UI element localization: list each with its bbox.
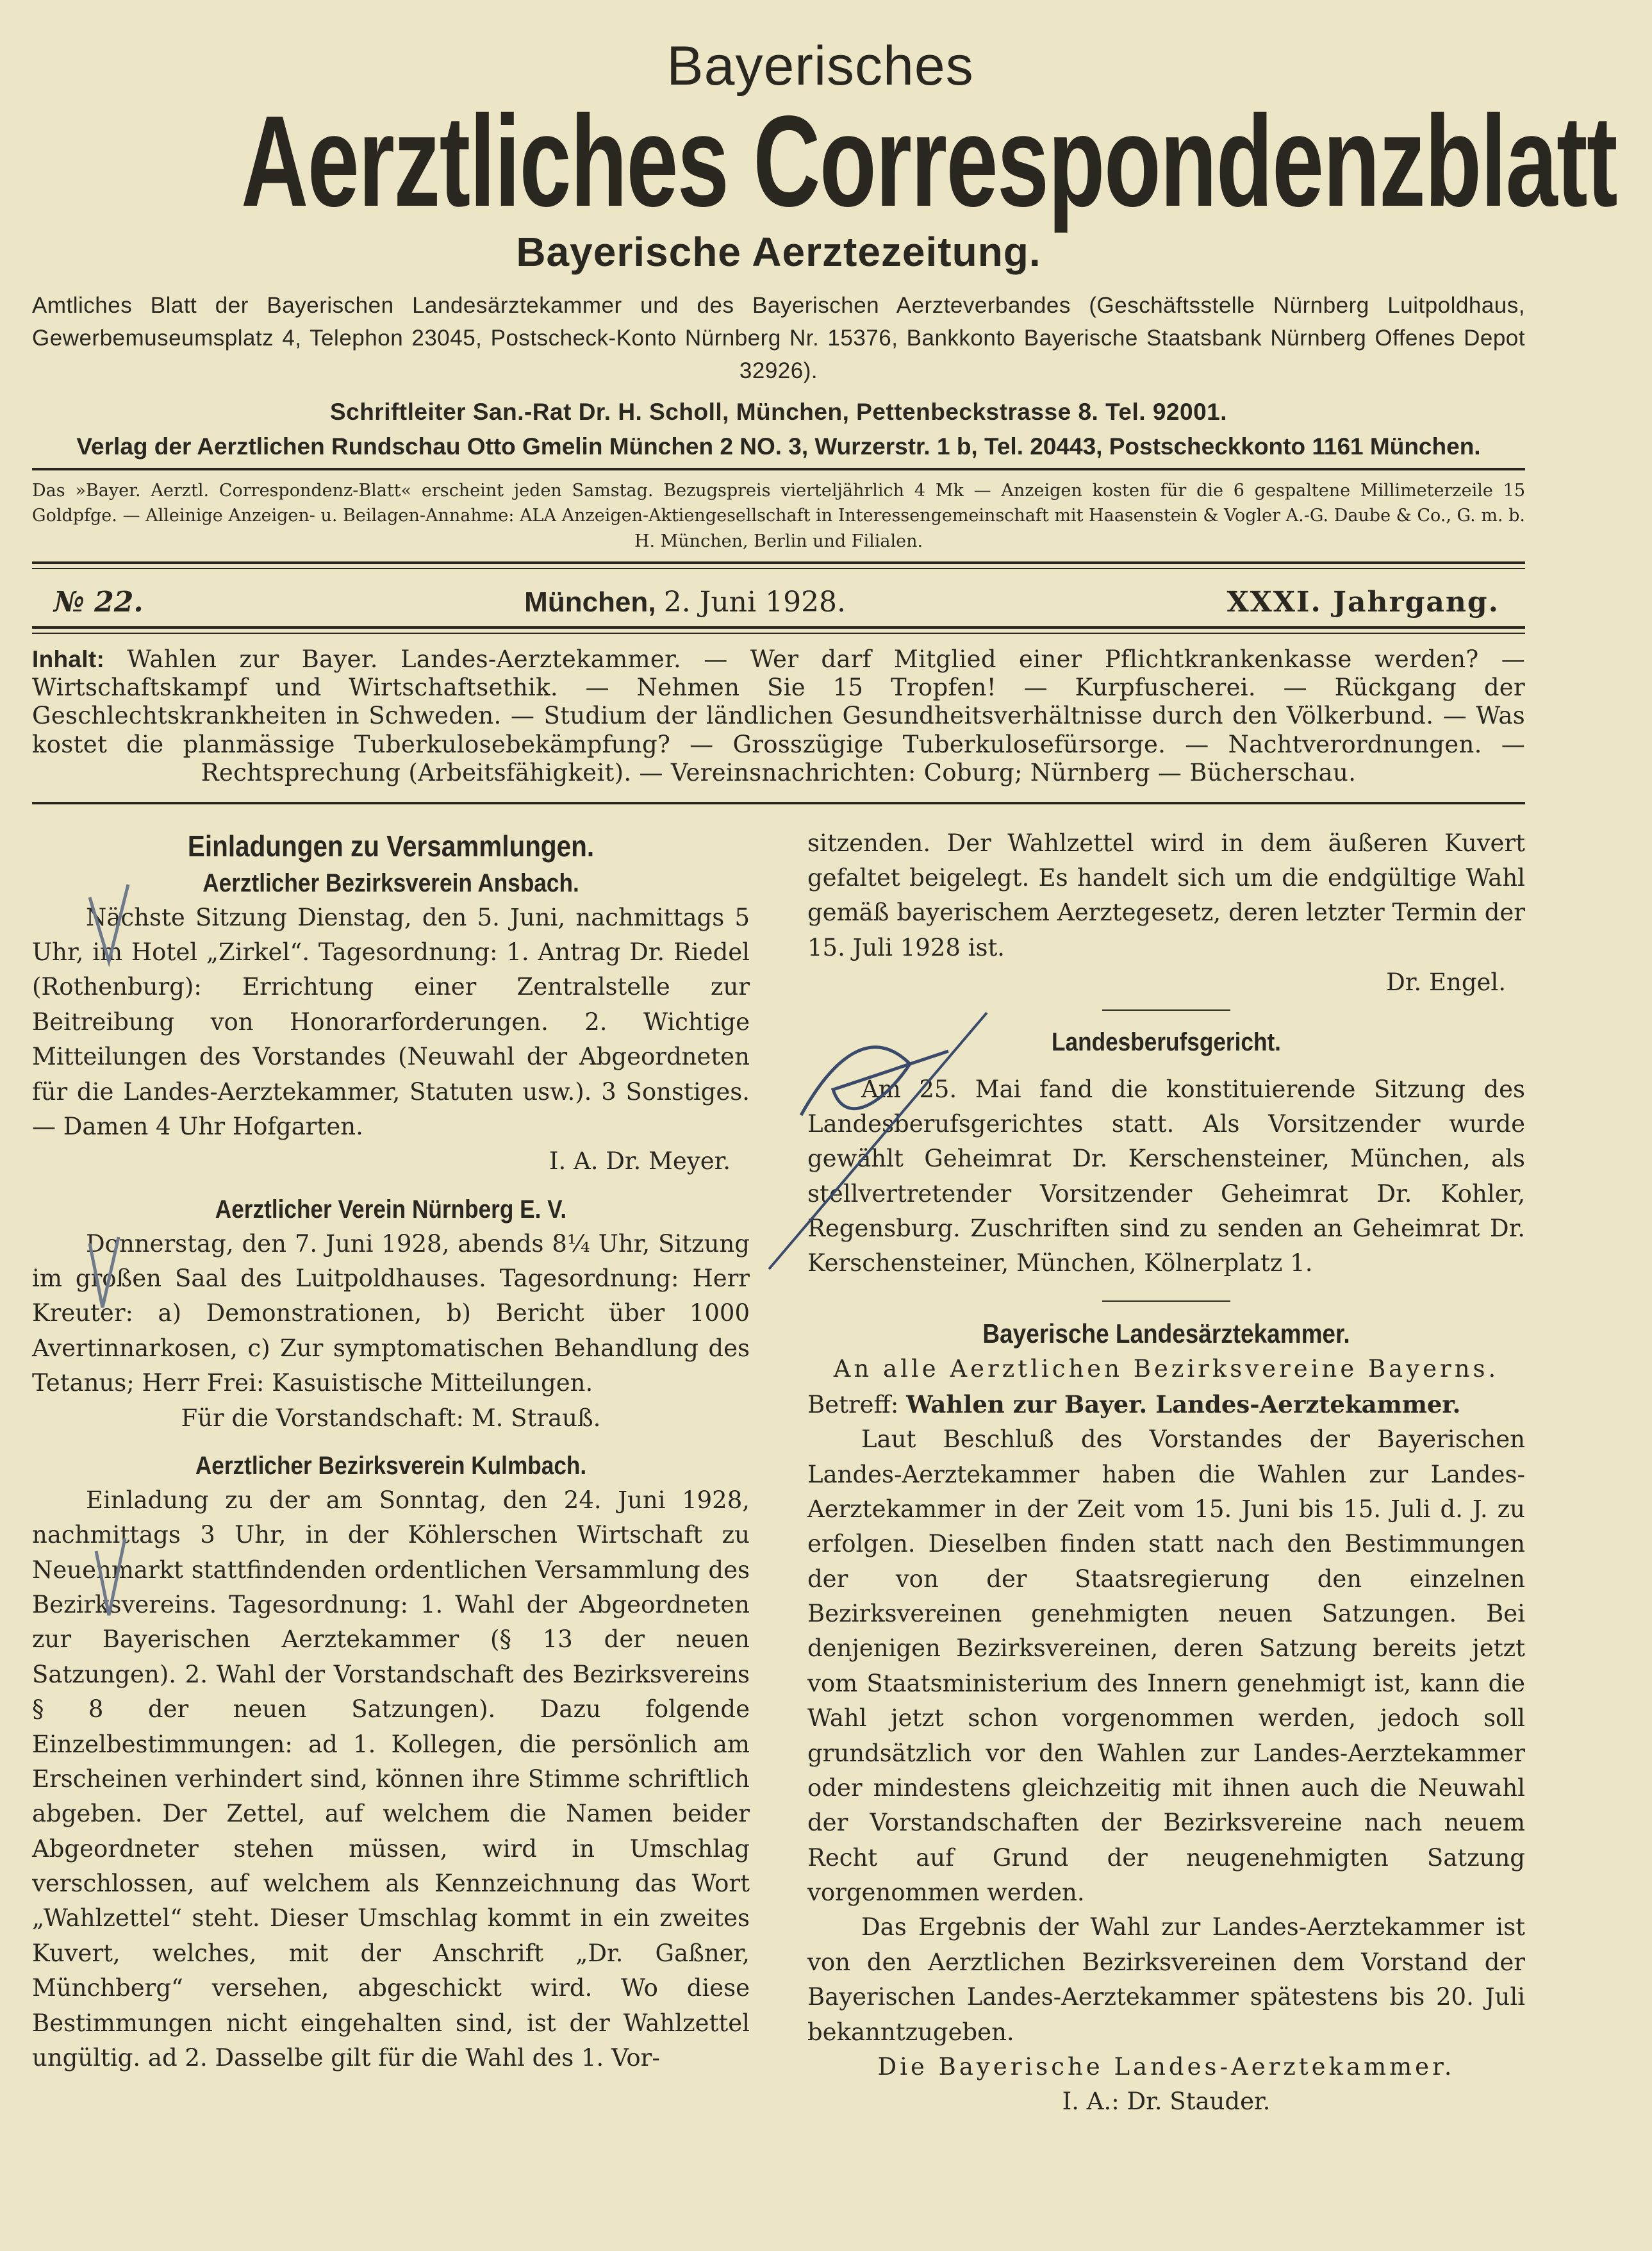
issue-place: München, [524,586,656,618]
publisher-line: Verlag der Aerztlichen Rundschau Otto Gmelin München 2 NO. 3, Wurzerstr. 1 b, Tel. 20443, Postscheckkonto 1161 München. [76,433,1481,460]
contents-rule [32,802,1525,804]
official-notice: Amtliches Blatt der Bayerischen Landesärztekammer und des Bayerischen Aerzteverbandes (Geschäftsstelle Nürnberg Luitpoldhaus, Gewerbemuseumsplatz 4, Telephon 23045, Postscheck-Konto Nürnberg Nr. 15376, Bankkonto Bayerische Staatsbank Nürnberg Offenes Depot 32926). [32,293,1525,383]
kammer-signature-1: Die Bayerische Landes-Aerztekammer. [877,2052,1455,2081]
issue-place-date [524,586,846,619]
heading-ansbach: Aerztlicher Bezirksverein Ansbach. [202,868,579,897]
continued-text: sitzenden. Der Wahlzettel wird in dem äußeren Kuvert gefaltet beigelegt. Es handelt sich um die endgültige Wahl gemäß bayerischem Aerztegesetz, deren letzter Termin der 15. Juli 1928 ist. [807,829,1525,961]
heading-berufsgericht: Landesberufsgericht. [1052,1027,1281,1056]
rule-bottom-issue [32,626,1525,629]
kammer-betreff [807,1387,1525,1422]
rule-top-issue-thin [32,568,1525,569]
subscription-notice: Das »Bayer. Aerztl. Correspondenz-Blatt« erscheint jeden Samstag. Bezugspreis vierteljährlich 4 Mk — Anzeigen kosten für die 6 gespaltene Millimeterzeile 15 Goldpfge. — Alleinige Anzeigen- u. Beilagen-Annahme: ALA Anzeigen-Aktiengesellschaft in Interessengemeinschaft mit Haasenstein & Vogler A.-G. Daube & Co., G. m. b. H. München, Berlin und Filialen. [32,481,1525,551]
heading-einladungen: Einladungen zu Versammlungen. [187,829,595,863]
heading-nuernberg: Aerztlicher Verein Nürnberg E. V. [215,1195,567,1224]
newspaper-page [32,35,1617,2120]
kulmbach-text: Einladung zu der am Sonntag, den 24. Juni 1928, nachmittags 3 Uhr, in der Köhlerschen Wirtschaft zu Neuenmarkt stattfindenden ordentlichen Versammlung des Bezirksvereins. Tagesordnung: 1. Wahl der Abgeordneten zur Bayerischen Aerztekammer (§ 13 der neuen Satzungen). 2. Wahl der Vorstandschaft des Bezirksvereins § 8 der neuen Satzungen). Dazu folgende Einzelbestimmungen: ad 1. Kollegen, die persönlich am Erscheinen verhindert sind, können ihre Stimme schriftlich abgeben. Der Zettel, auf welchem die Namen beider Abgeordneter stehen müssen, wird in Umschlag verschlossen, auf welchem als Kennzeichnung das Wort „Wahlzettel“ steht. Dieser Umschlag kommt in ein zweites Kuvert, welches, mit der Anschrift „Dr. Gaßner, Münchberg“ versehen, abgeschickt wird. Wo diese Bestimmungen nicht eingehalten sind, ist der Wahlzettel ungültig. ad 2. Dasselbe gilt für die Wahl des 1. Vor- [32,1486,750,2072]
masthead-top: Bayerisches [666,35,974,97]
berufsgericht-text: Am 25. Mai fand die konstituierende Sitzung des Landesberufsgerichtes statt. Als Vorsitzender wurde gewählt Geheimrat Dr. Kerschensteiner, München, als stellvertretender Vorsitzender Geheimrat Dr. Kohler, Regensburg. Zuschriften sind zu senden an Geheimrat Dr. Kerschensteiner, München, Kölnerplatz 1. [807,1075,1525,1277]
nuernberg-text: Donnerstag, den 7. Juni 1928, abends 8¼ Uhr, Sitzung im großen Saal des Luitpoldhauses. Tagesordnung: Herr Kreuter: a) Demonstrationen, b) Bericht über 1000 Avertinnarkosen, c) Zur symptomatischen Behandlung des Tetanus; Herr Frei: Kasuistische Mitteilungen. [32,1229,750,1397]
masthead-subtitle: Bayerische Aerztezeitung. [516,229,1041,275]
contents-text: Wahlen zur Bayer. Landes-Aerztekammer. — Wer darf Mitglied einer Pflichtkrankenkasse werden? — Wirtschaftskampf und Wirtschaftsethik. — Nehmen Sie 15 Tropfen! — Kurpfuscherei. — Rückgang der Geschlechtskrankheiten in Schweden. — Studium der ländlichen Gesundheitsverhältnisse durch den Völkerbund. — Was kostet die planmässige Tuberkulosebekämpfung? — Grosszügige Tuberkulosefürsorge. — Nachtverordnungen. — Rechtsprechung (Arbeitsfähigkeit). — Vereinsnachrichten: Coburg; Nürnberg — Bücherschau. [32,645,1525,787]
issue-date: 2. Juni 1928. [663,585,847,619]
separator-rule [1102,1300,1230,1302]
masthead-title: Aerztliches Correspondenzblatt [241,88,1617,233]
ansbach-signature: I. A. Dr. Meyer. [549,1147,731,1175]
rule-top-issue [32,561,1525,564]
kammer-signature-2: I. A.: Dr. Stauder. [1062,2088,1271,2116]
nuernberg-signature: Für die Vorstandschaft: M. Strauß. [181,1404,601,1432]
continued-signature: Dr. Engel. [1386,968,1506,997]
heading-kulmbach: Aerztlicher Bezirksverein Kulmbach. [195,1451,587,1480]
rule-bottom-issue-thin [32,633,1525,634]
kammer-address: An alle Aerztlichen Bezirksvereine Bayerns. [833,1355,1499,1383]
contents-label: Inhalt: [32,645,105,672]
betreff-label: Betreff: [807,1390,899,1418]
separator-rule [1102,1009,1230,1011]
issue-year: XXXI. Jahrgang. [1227,585,1499,619]
heading-landesaerztekammer: Bayerische Landesärztekammer. [982,1318,1350,1349]
right-column [807,826,1525,2120]
header-rule [32,468,1525,470]
betreff-text: Wahlen zur Bayer. Landes-Aerztekammer. [906,1390,1461,1418]
left-column [32,826,750,2120]
kammer-text-2: Das Ergebnis der Wahl zur Landes-Aerztekammer ist von den Aerztlichen Bezirksvereinen dem Vorstand der Bayerischen Landes-Aerztekammer spätestens bis 20. Juli bekanntzugeben. [807,1913,1525,2046]
article-columns [32,826,1525,2120]
ansbach-text: Nächste Sitzung Dienstag, den 5. Juni, nachmittags 5 Uhr, im Hotel „Zirkel“. Tagesordnung: 1. Antrag Dr. Riedel (Rothenburg): Errichtung einer Zentralstelle zur Beitreibung von Honorarforderungen. 2. Wichtige Mitteilungen des Vorstandes (Neuwahl der Abgeordneten für die Landes-Aerztekammer, Statuten usw.). 3 Sonstiges. — Damen 4 Uhr Hofgarten. [32,903,750,1140]
kammer-text-1: Laut Beschluß des Vorstandes der Bayerischen Landes-Aerztekammer haben die Wahlen zur Landes-Aerztekammer in der Zeit vom 15. Juni bis 15. Juli d. J. zu erfolgen. Dieselben finden statt nach den Bestimmungen der von der Staatsregierung den einzelnen Bezirksvereinen genehmigten neuen Satzungen. Bei denjenigen Bezirksvereinen, deren Satzung bereits jetzt vom Staatsministerium des Innern genehmigt ist, kann die Wahl jetzt schon vorgenommen werden, jedoch soll grundsätzlich vor den Wahlen zur Landes-Aerztekammer oder mindestens gleichzeitig mit ihnen auch die Neuwahl der Vorstandschaften der Bezirksvereine nach neuem Recht auf Grund der neugenehmigten Satzung vorgenommen werden. [807,1425,1525,1907]
issue-number: № 22. [54,585,144,619]
table-of-contents [32,645,1525,788]
editor-line: Schriftleiter San.-Rat Dr. H. Scholl, München, Pettenbeckstrasse 8. Tel. 92001. [329,399,1228,426]
issue-line [32,586,1525,619]
